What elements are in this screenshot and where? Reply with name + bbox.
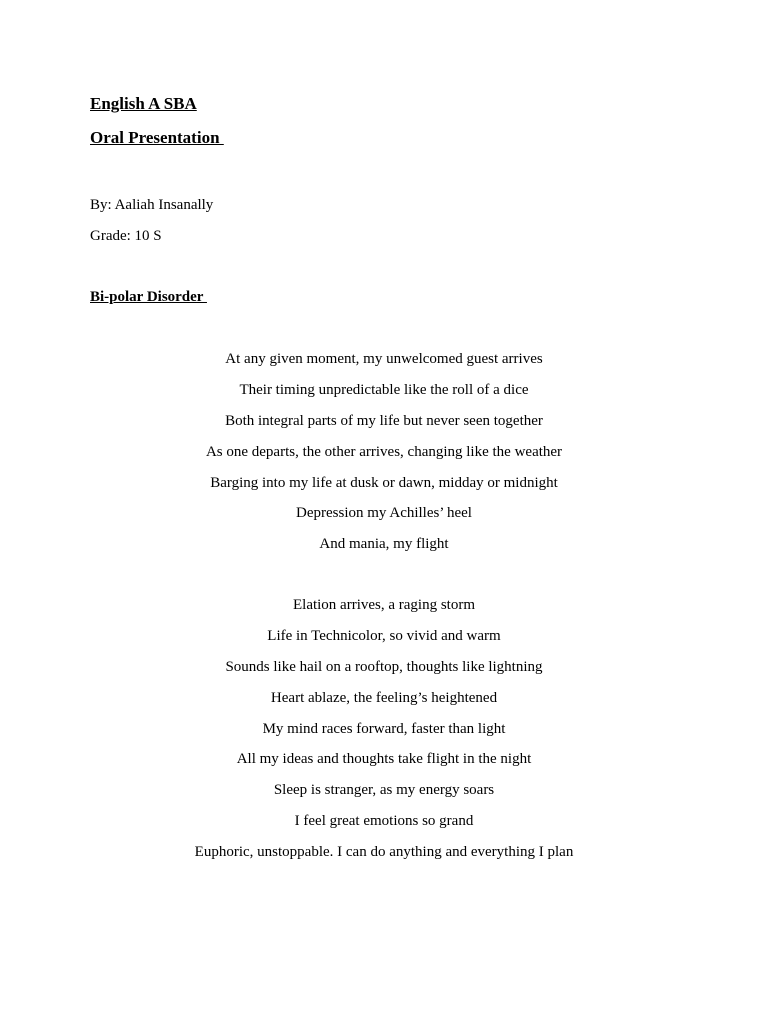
poem-line: As one departs, the other arrives, changing like the weather [205, 443, 563, 460]
poem-line: Their timing unpredictable like the roll of a dice [239, 381, 529, 398]
poem-line: I feel great emotions so grand [294, 813, 474, 830]
poem-line: At any given moment, my unwelcomed guest arrives [225, 351, 543, 367]
poem-line: Barging into my life at dusk or dawn, midday or midnight [210, 474, 558, 491]
poem-line: My mind races forward, faster than light [262, 720, 506, 737]
poem-line: Euphoric, unstoppable. I can do anything and everything I plan [194, 844, 574, 861]
document-subtitle: Oral Presentation [90, 128, 224, 147]
grade-line: Grade: 10 S [90, 228, 162, 244]
poem-line: Depression my Achilles’ heel [296, 505, 472, 522]
poem-line: Sleep is stranger, as my energy soars [273, 782, 495, 799]
document-title: English A SBA [90, 94, 197, 113]
poem-line: Both integral parts of my life but never seen together [225, 412, 543, 429]
poem-stanza-2 [0, 596, 768, 874]
poem-line: Life in Technicolor, so vivid and warm [267, 627, 501, 644]
poem-title: Bi-polar Disorder [90, 289, 207, 305]
poem-stanza-1 [0, 350, 768, 566]
author-line: By: Aaliah Insanally [90, 197, 214, 213]
poem-line: Elation arrives, a raging storm [292, 597, 476, 613]
poem-line: And mania, my flight [319, 536, 449, 553]
poem-line: Heart ablaze, the feeling’s heightened [270, 689, 498, 706]
poem-line: Sounds like hail on a rooftop, thoughts like lightning [225, 658, 543, 675]
poem-line: All my ideas and thoughts take flight in the night [236, 751, 532, 768]
